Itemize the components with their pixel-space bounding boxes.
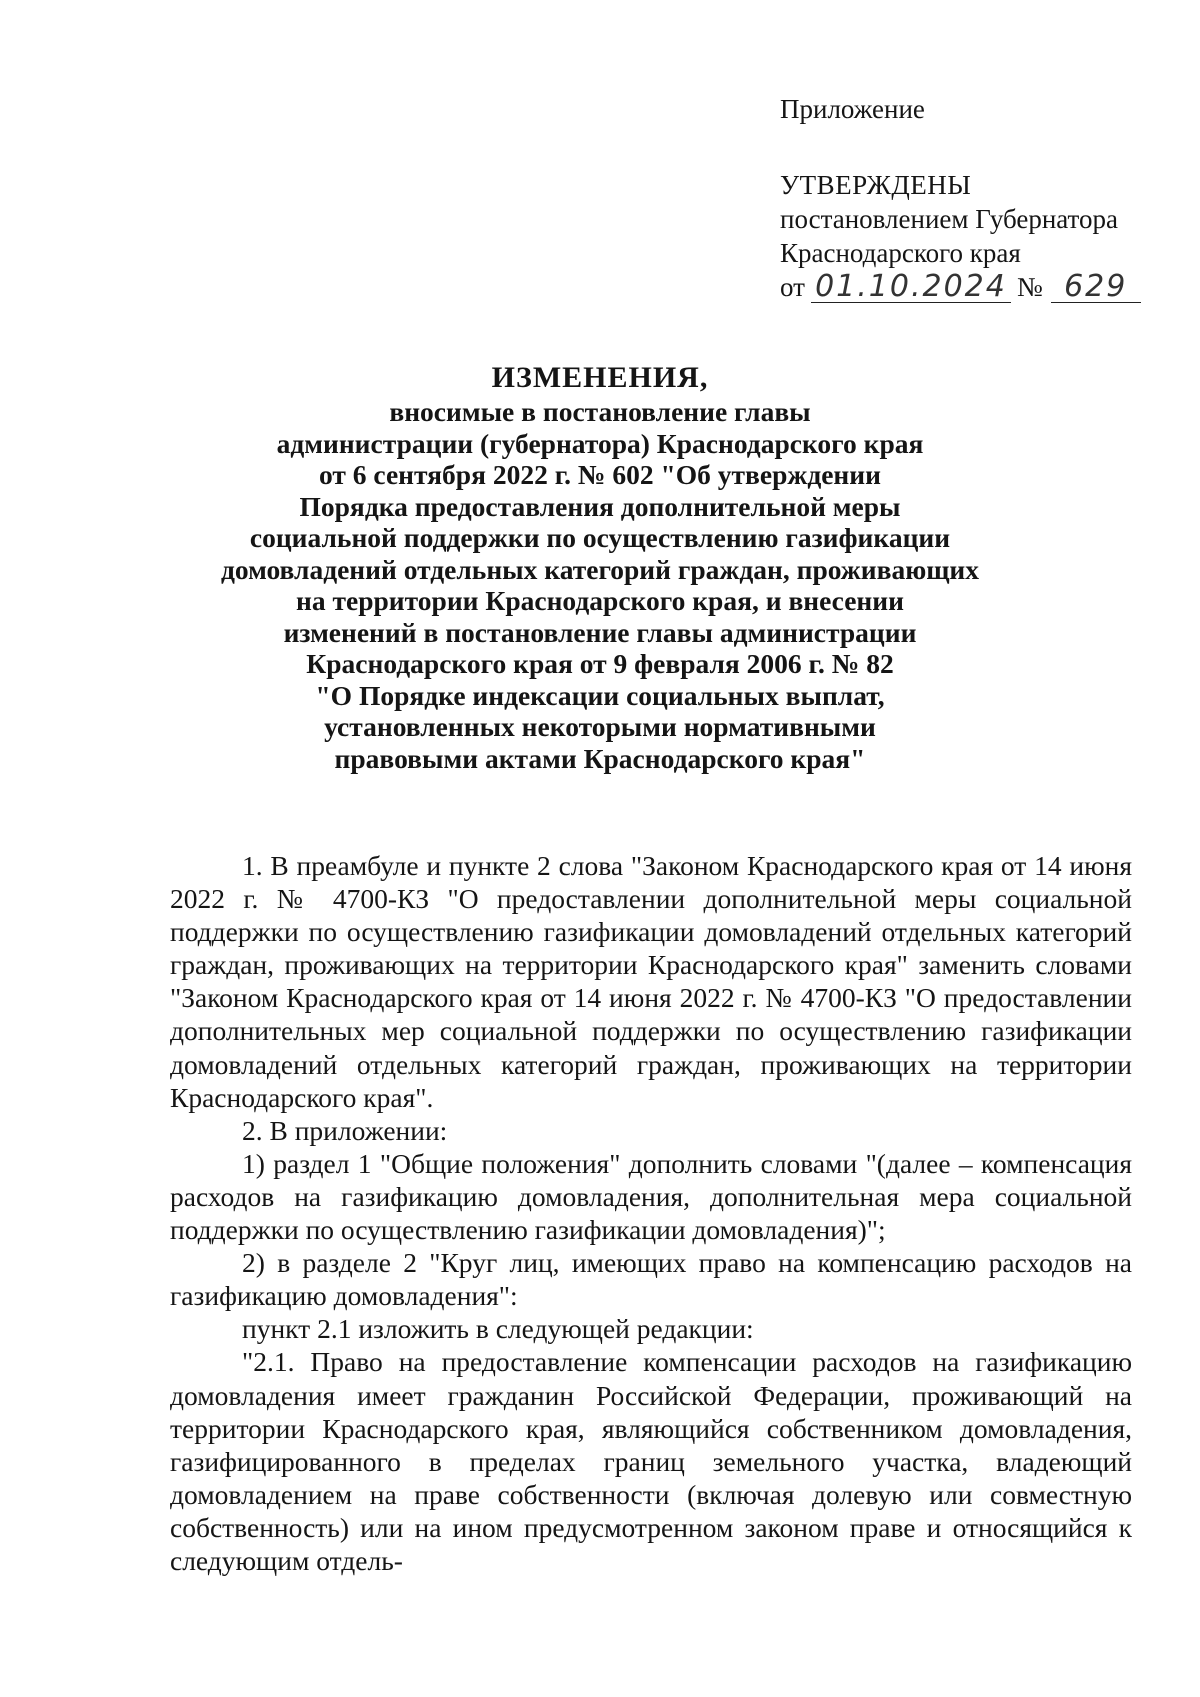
title-line: установленных некоторыми нормативными: [324, 711, 876, 742]
approved-label: УТВЕРЖДЕНЫ: [780, 170, 972, 200]
annex-label: Приложение: [780, 94, 925, 124]
handwritten-number: 629: [1051, 272, 1141, 303]
approval-line-2: Краснодарского края: [780, 238, 1021, 268]
body-paragraph: 1) раздел 1 "Общие положения" дополнить словами "(далее – компенсация расходов на газификацию домовладения, дополнительная мера социальной поддержки по осуществлению газификации домовладения)";: [170, 1147, 1132, 1246]
title-line: социальной поддержки по осуществлению газификации: [249, 522, 951, 553]
title-line: на территории Краснодарского края, и внесении: [296, 585, 904, 616]
title-line: Порядка предоставления дополнительной меры: [299, 490, 901, 522]
body-paragraph: "2.1. Право на предоставление компенсации расходов на газификацию домовладения имеет гражданин Российской Федерации, проживающий на территории Краснодарского края, являющийся собственником домовладения, газифицированного в пределах границ земельного участка, владеющий домовладением на праве собственности (включая долевую или совместную собственность) или на ином предусмотренном законом праве и относящийся к следующим отдель-: [170, 1346, 1132, 1576]
approval-block: [780, 92, 1180, 304]
body-paragraph: 1. В преамбуле и пункте 2 слова "Законом Краснодарского края от 14 июня 2022 г. № 4700-КЗ "О предоставлении дополнительной меры социальной поддержки по осуществлению газификации домовладений отдельных категорий граждан, проживающих на территории Краснодарского края" заменить словами "Законом Краснодарского края от 14 июня 2022 г. № 4700-КЗ "О предоставлении дополнительных мер социальной поддержки по осуществлению газификации домовладений отдельных категорий граждан, проживающих на территории Краснодарского края".: [170, 850, 1132, 1113]
body-paragraph: пункт 2.1 изложить в следующей редакции:: [242, 1313, 754, 1345]
title-line: изменений в постановление главы администрации: [283, 616, 917, 648]
document-title: [150, 360, 1050, 774]
number-sign: №: [1016, 272, 1043, 302]
title-line: администрации (губернатора) Краснодарского края: [276, 427, 924, 459]
title-heading: ИЗМЕНЕНИЯ,: [491, 361, 709, 394]
approval-line-1: постановлением Губернатора: [780, 204, 1118, 234]
title-line: от 6 сентября 2022 г. № 602 "Об утверждении: [319, 459, 881, 490]
body-paragraph: 2. В приложении:: [242, 1114, 448, 1146]
body-paragraph: 2) в разделе 2 "Круг лиц, имеющих право на компенсацию расходов на газификацию домовладения":: [170, 1247, 1132, 1312]
handwritten-date: 01.10.2024: [811, 272, 1011, 303]
from-label: от: [780, 272, 805, 302]
document-body: [170, 849, 1132, 1577]
title-line: Краснодарского края от 9 февраля 2006 г. № 82: [306, 648, 894, 679]
date-number-row: [780, 270, 1180, 304]
title-line: вносимые в постановление главы: [389, 396, 811, 427]
title-line: домовладений отдельных категорий граждан, проживающих: [220, 553, 980, 585]
title-line: правовыми актами Краснодарского края": [334, 742, 866, 774]
title-line: "О Порядке индексации социальных выплат,: [315, 679, 885, 711]
